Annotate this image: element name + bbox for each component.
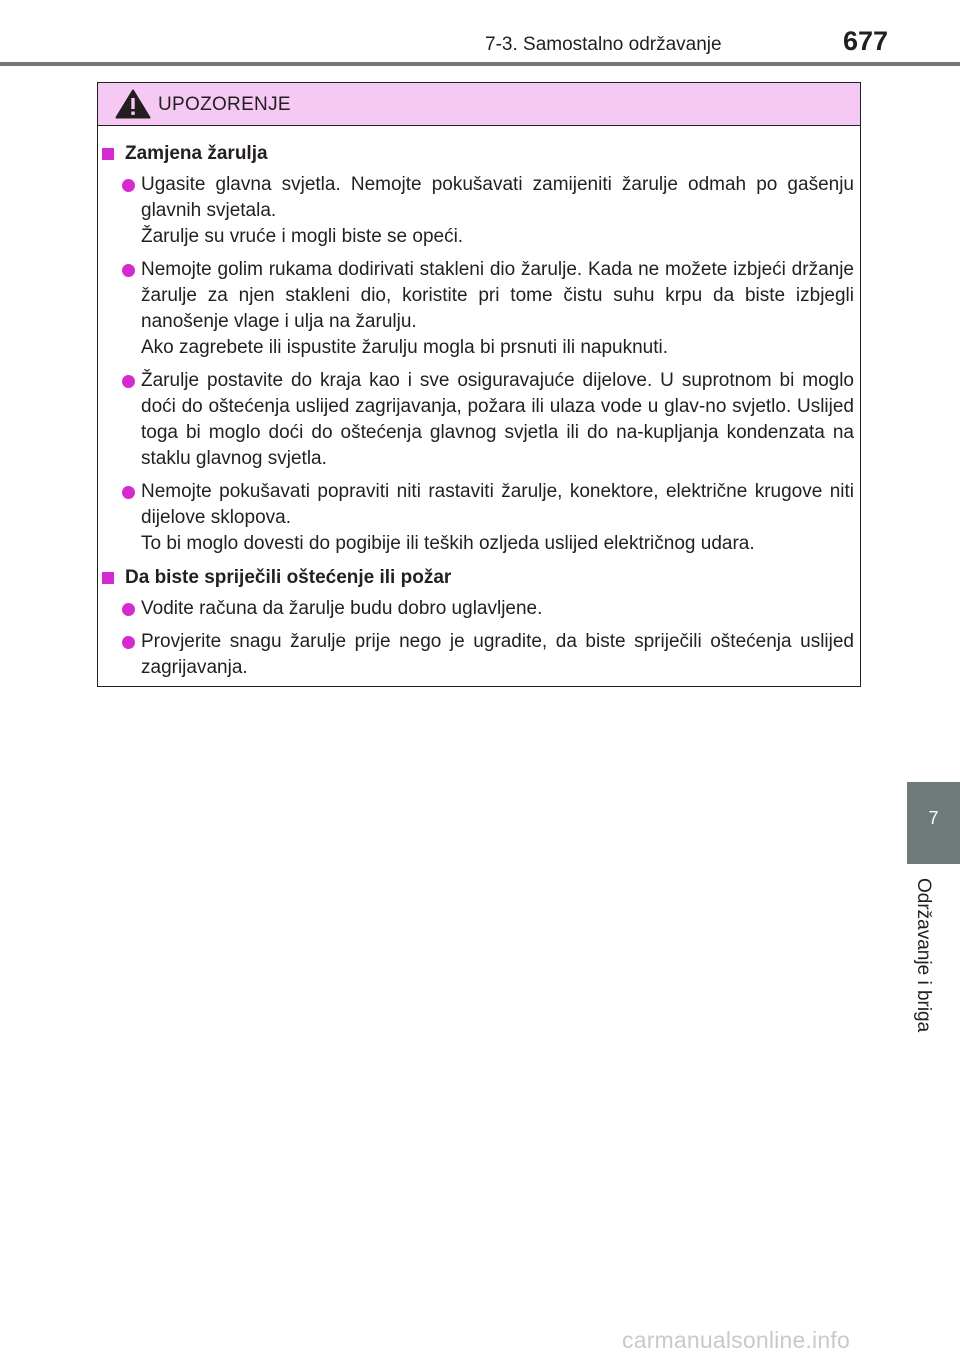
warning-title: UPOZORENJE — [158, 94, 291, 115]
bullet-text: Provjerite snagu žarulje prije nego je ugradite, da biste spriječili oštećenja uslijed zagrijavanja. — [141, 631, 854, 678]
bullet-text: Nemojte pokušavati popraviti niti rastaviti žarulje, konektore, električne krugove niti dijelove sklopova. — [141, 481, 854, 528]
square-bullet-icon — [102, 148, 114, 160]
bullet-text: Žarulje su vruće i mogli biste se opeći. — [141, 226, 464, 247]
section-heading-text: Zamjena žarulja — [125, 143, 268, 164]
bullet-text: Nemojte golim rukama dodirivati stakleni dio žarulje. Kada ne možete izbjeći držanje žarulje za njen stakleni dio, koristite pri tome čistu suhu krpu da biste izbjegli nanošenje vlage i ulja na žarulju. — [141, 259, 854, 332]
list-item — [102, 172, 854, 250]
warning-body — [102, 141, 854, 689]
warning-title-bar — [98, 83, 860, 126]
list-item — [102, 629, 854, 681]
header-rule — [0, 62, 960, 66]
chapter-tab — [907, 782, 960, 864]
chapter-number: 7 — [928, 808, 939, 828]
warning-triangle-icon — [115, 89, 151, 119]
watermark: carmanualsonline.info — [622, 1327, 850, 1353]
square-bullet-icon — [102, 572, 114, 584]
round-bullet-icon — [122, 375, 135, 388]
round-bullet-icon — [122, 264, 135, 277]
list-item — [102, 368, 854, 472]
section-bulb-replacement — [102, 141, 854, 557]
warning-box — [97, 82, 861, 687]
round-bullet-icon — [122, 603, 135, 616]
round-bullet-icon — [122, 179, 135, 192]
chapter-caption: Održavanje i briga — [913, 878, 934, 1033]
bullet-text: To bi moglo dovesti do pogibije ili teških ozljeda uslijed električnog udara. — [141, 533, 755, 554]
bullet-text: Vodite računa da žarulje budu dobro uglavljene. — [141, 598, 543, 619]
round-bullet-icon — [122, 486, 135, 499]
bullet-text: Ugasite glavna svjetla. Nemojte pokušavati zamijeniti žarulje odmah po gašenju glavnih svjetala. — [141, 174, 854, 221]
header-section-title: 7-3. Samostalno održavanje — [485, 34, 722, 55]
page-header — [0, 0, 960, 70]
section-heading — [102, 565, 854, 591]
round-bullet-icon — [122, 636, 135, 649]
list-item — [102, 596, 854, 622]
list-item — [102, 257, 854, 361]
section-prevent-damage — [102, 565, 854, 681]
page-number: 677 — [843, 26, 889, 56]
bullet-text: Ako zagrebete ili ispustite žarulju mogla bi prsnuti ili napuknuti. — [141, 337, 668, 358]
section-heading-text: Da biste spriječili oštećenje ili požar — [125, 567, 452, 588]
list-item — [102, 479, 854, 557]
bullet-text: Žarulje postavite do kraja kao i sve osiguravajuće dijelove. U suprotnom bi moglo doći do oštećenja uslijed zagrijavanja, požara ili ulaza vode u glav-no svjetlo. Uslijed toga bi moglo doći do oštećenja glavnog svjetla ili do na-kupljanja kondenzata na staklu glavnog svjetla. — [141, 370, 854, 469]
section-heading — [102, 141, 854, 167]
